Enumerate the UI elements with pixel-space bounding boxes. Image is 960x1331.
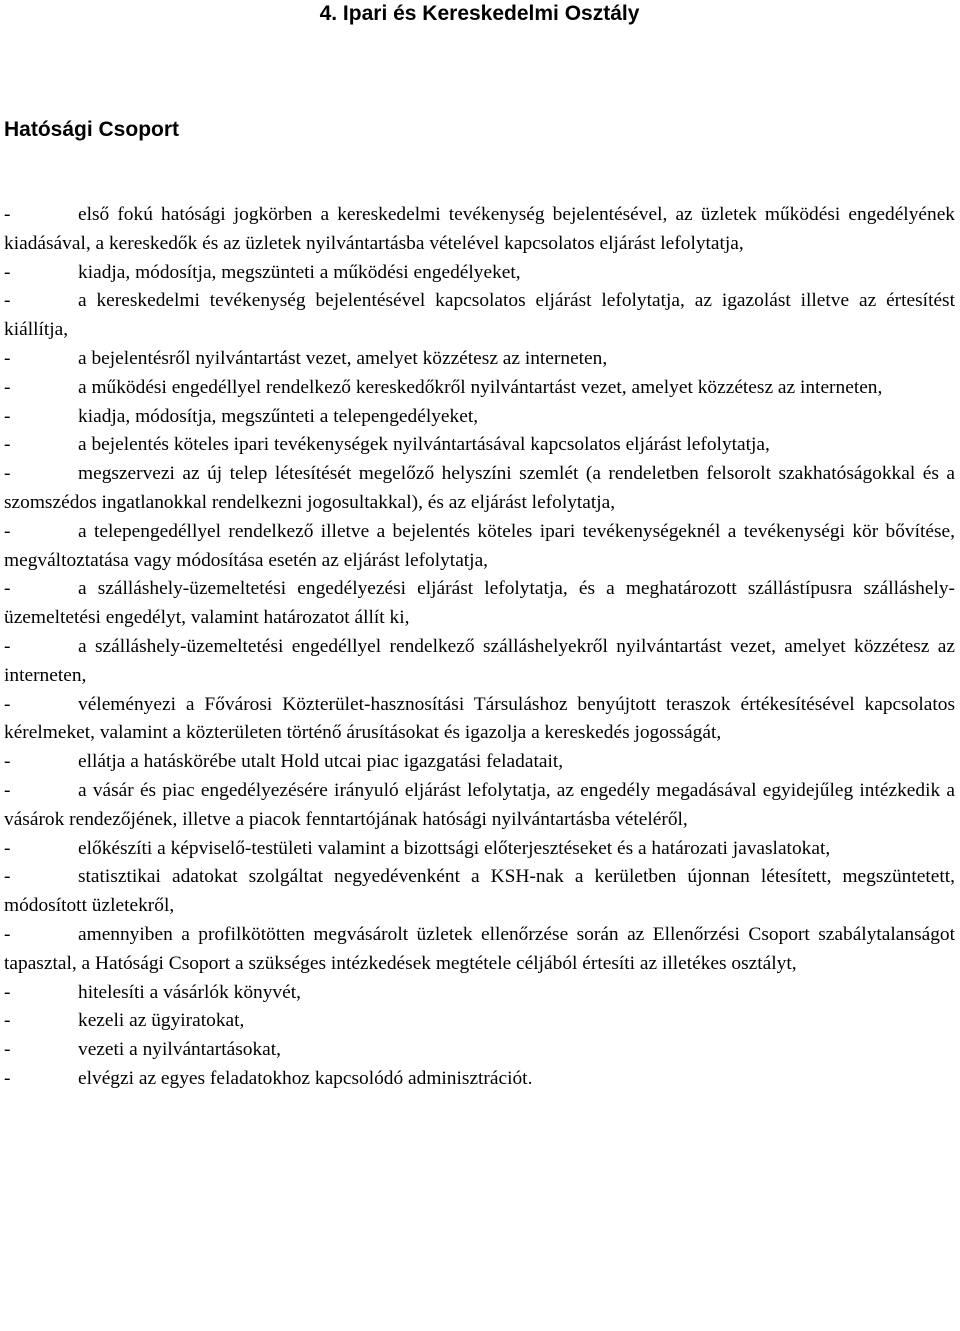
list-item — [4, 374, 955, 403]
bullet-dash: - — [4, 376, 11, 398]
bullet-dash: - — [4, 751, 11, 773]
list-item — [4, 1065, 955, 1094]
list-item — [4, 921, 955, 979]
list-item-text: a szálláshely-üzemeltetési engedélyezési eljárást lefolytatja, és a meghatározott szállástípusra szálláshely-üzemeltetési engedélyt, valamint határozatot állít ki, — [4, 578, 955, 629]
list-item-text: előkészíti a képviselő-testületi valamint a bizottsági előterjesztéseket és a határozati javaslatokat, — [78, 837, 831, 859]
list-item-text: amennyiben a profilkötötten megvásárolt üzletek ellenőrzése során az Ellenőrzési Csoport szabálytalanságot tapasztal, a Hatósági Csoport a szükséges intézkedések megtétele céljából értesíti az illetékes osztályt, — [4, 923, 955, 974]
bullet-dash: - — [4, 866, 11, 888]
bullet-dash: - — [4, 520, 11, 542]
bullet-dash: - — [4, 1067, 11, 1089]
list-item-text: a vásár és piac engedélyezésére irányuló eljárást lefolytatja, az engedély megadásával egyidejűleg intézkedik a vásárok rendezőjének, illetve a piacok fenntartójának hatósági nyilvántartásba vételéről, — [4, 779, 955, 830]
bullet-dash: - — [4, 837, 11, 859]
list-item — [4, 345, 955, 374]
list-item — [4, 575, 955, 633]
bullet-dash: - — [4, 923, 11, 945]
list-item — [4, 691, 955, 749]
list-item — [4, 201, 955, 259]
bullet-dash: - — [4, 405, 11, 427]
list-item — [4, 259, 955, 288]
list-item-text: a működési engedéllyel rendelkező kereskedőkről nyilvántartást vezet, amelyet közzétesz az interneten, — [78, 376, 883, 398]
document-page — [4, 0, 955, 1089]
list-item-text: kiadja, módosítja, megszünteti a működési engedélyeket, — [78, 261, 521, 283]
list-item — [4, 287, 955, 345]
bullet-dash: - — [4, 261, 11, 283]
list-item-text: elvégzi az egyes feladatokhoz kapcsolódó adminisztrációt. — [78, 1067, 533, 1089]
list-item-text: megszervezi az új telep létesítését megelőző helyszíni szemlét (a rendeletben felsorolt szakhatóságokkal és a szomszédos ingatlanokkal rendelkezni jogosultakkal), és az eljárást lefolytatja, — [4, 463, 955, 513]
list-item-text: statisztikai adatokat szolgáltat negyedévenként a KSH-nak a kerületben újonnan létesített, megszüntetett, módosított üzletekről, — [4, 866, 955, 917]
list-item — [4, 633, 955, 691]
bullet-dash: - — [4, 578, 11, 600]
bullet-dash: - — [4, 204, 11, 225]
list-item — [4, 1036, 955, 1065]
list-item-text: a szálláshely-üzemeltetési engedéllyel rendelkező szálláshelyekről nyilvántartást vezet, amelyet közzétesz az interneten, — [4, 635, 955, 686]
bullet-dash: - — [4, 1039, 11, 1061]
bullet-dash: - — [4, 347, 11, 369]
bullet-dash: - — [4, 693, 11, 715]
bullet-dash: - — [4, 779, 11, 801]
list-item-text: a kereskedelmi tevékenység bejelentésével kapcsolatos eljárást lefolytatja, az igazolást illetve az értesítést kiállítja, — [4, 290, 955, 341]
bullet-dash: - — [4, 981, 11, 1003]
list-item — [4, 835, 955, 864]
bullet-dash: - — [4, 290, 11, 312]
list-item — [4, 431, 955, 460]
list-item — [4, 748, 955, 777]
bullet-dash: - — [4, 1010, 11, 1032]
bullet-dash: - — [4, 463, 11, 485]
list-item — [4, 863, 955, 921]
bullet-dash: - — [4, 434, 11, 456]
list-item-text: a bejelentésről nyilvántartást vezet, amelyet közzétesz az interneten, — [78, 347, 608, 369]
list-item — [4, 1007, 955, 1036]
list-item-text: kiadja, módosítja, megszűnteti a telepengedélyeket, — [78, 405, 479, 427]
list-item — [4, 979, 955, 1008]
section-title: Hatósági Csoport — [4, 118, 180, 141]
list-item-text: ellátja a hatáskörébe utalt Hold utcai piac igazgatási feladatait, — [78, 751, 564, 773]
list-item — [4, 518, 955, 576]
list-item-text: vezeti a nyilvántartásokat, — [78, 1039, 281, 1061]
list-item-text: első fokú hatósági jogkörben a kereskedelmi tevékenység bejelentésével, az üzletek működési engedélyének kiadásával, a kereskedők és az üzletek nyilvántartásba vételével kapcsolatos eljárást lefolytatja, — [4, 204, 955, 254]
list-item — [4, 777, 955, 835]
list-item-text: a bejelentés köteles ipari tevékenységek nyilvántartásával kapcsolatos eljárást lefolytatja, — [78, 434, 770, 456]
list-item-text: a telepengedéllyel rendelkező illetve a bejelentés köteles ipari tevékenységeknél a tevékenységi kör bővítése, megváltoztatása vagy módosítása esetén az eljárást lefolytatja, — [4, 520, 955, 571]
task-list — [4, 201, 955, 1094]
bullet-dash: - — [4, 635, 11, 657]
list-item-text: véleményezi a Fővárosi Közterület-hasznosítási Társuláshoz benyújtott teraszok értékesítésével kapcsolatos kérelmeket, valamint a közterületen történő árusításokat és igazolja a kereskedés jogosságát, — [4, 693, 955, 744]
list-item-text: hitelesíti a vásárlók könyvét, — [78, 981, 301, 1003]
document-title: 4. Ipari és Kereskedelmi Osztály — [319, 2, 640, 25]
list-item — [4, 460, 955, 518]
list-item — [4, 403, 955, 432]
list-item-text: kezeli az ügyiratokat, — [78, 1010, 245, 1032]
